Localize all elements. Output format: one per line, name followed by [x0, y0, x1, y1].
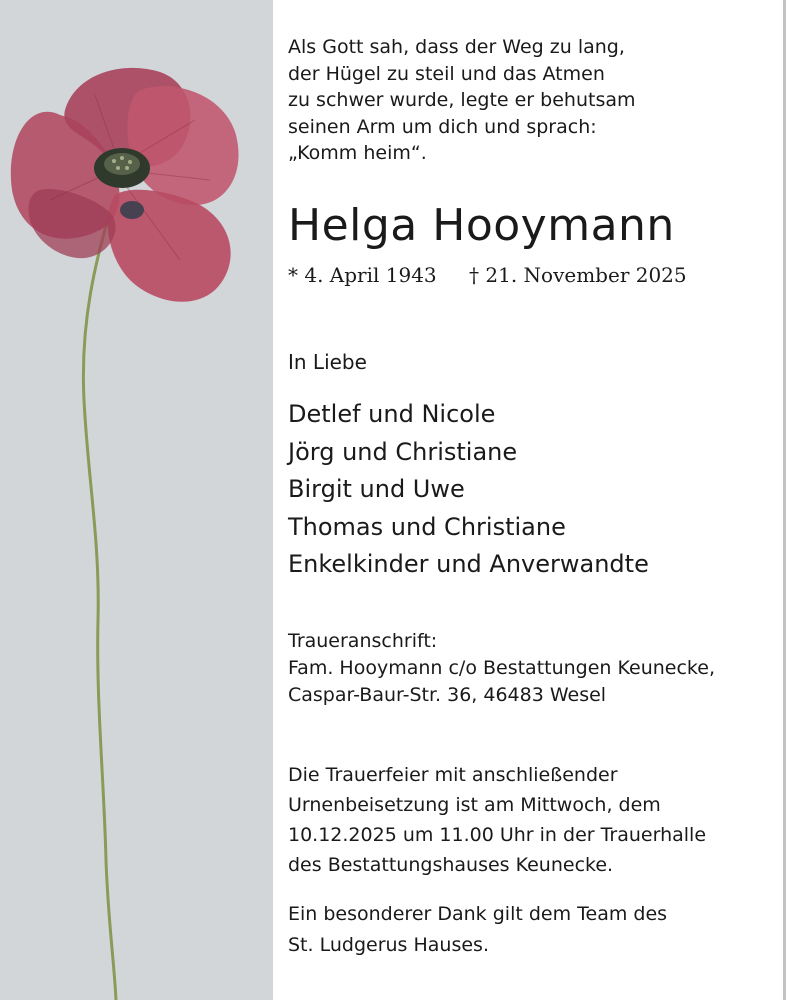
mourner-name: Jörg und Christiane [288, 437, 518, 466]
address-line: Fam. Hooymann c/o Bestattungen Keunecke, [288, 657, 715, 679]
address-line: Traueranschrift: [288, 630, 438, 652]
poppy-illustration [0, 0, 273, 1000]
petal [127, 86, 238, 205]
deceased-name: Helga Hooymann [288, 200, 675, 251]
ceremony-line: 10.12.2025 um 11.00 Uhr in der Trauerhalle [288, 824, 707, 846]
life-dates [288, 263, 687, 287]
stem [83, 205, 116, 1000]
thanks-line: Ein besonderer Dank gilt dem Team des [288, 903, 668, 925]
poem [288, 34, 636, 167]
mourners-intro: In Liebe [288, 350, 367, 374]
thanks-line: St. Ludgerus Hauses. [288, 934, 489, 956]
image-panel [0, 0, 273, 1000]
poem-line: „Komm heim“. [288, 142, 427, 164]
ceremony-line: Urnenbeisetzung ist am Mittwoch, dem [288, 794, 661, 816]
mourner-name: Thomas und Christiane [288, 512, 566, 541]
ceremony-info [288, 760, 706, 880]
mourning-address [288, 628, 715, 709]
poem-line: zu schwer wurde, legte er behutsam [288, 89, 636, 111]
mourners-list [288, 396, 649, 584]
birth-date: * 4. April 1943 [288, 263, 437, 287]
poem-line: seinen Arm um dich und sprach: [288, 115, 597, 138]
thanks-note [288, 899, 667, 961]
mourner-name: Detlef und Nicole [288, 400, 496, 428]
poem-line: der Hügel zu steil und das Atmen [288, 62, 605, 85]
mourner-name: Birgit und Uwe [288, 475, 465, 503]
ceremony-line: Die Trauerfeier mit anschließender [288, 764, 618, 786]
address-line: Caspar-Baur-Str. 36, 46483 Wesel [288, 684, 607, 706]
poem-line: Als Gott sah, dass der Weg zu lang, [288, 36, 625, 58]
mourner-name: Enkelkinder und Anverwandte [288, 550, 649, 578]
ceremony-line: des Bestattungshauses Keunecke. [288, 854, 614, 876]
death-date: † 21. November 2025 [469, 263, 687, 287]
